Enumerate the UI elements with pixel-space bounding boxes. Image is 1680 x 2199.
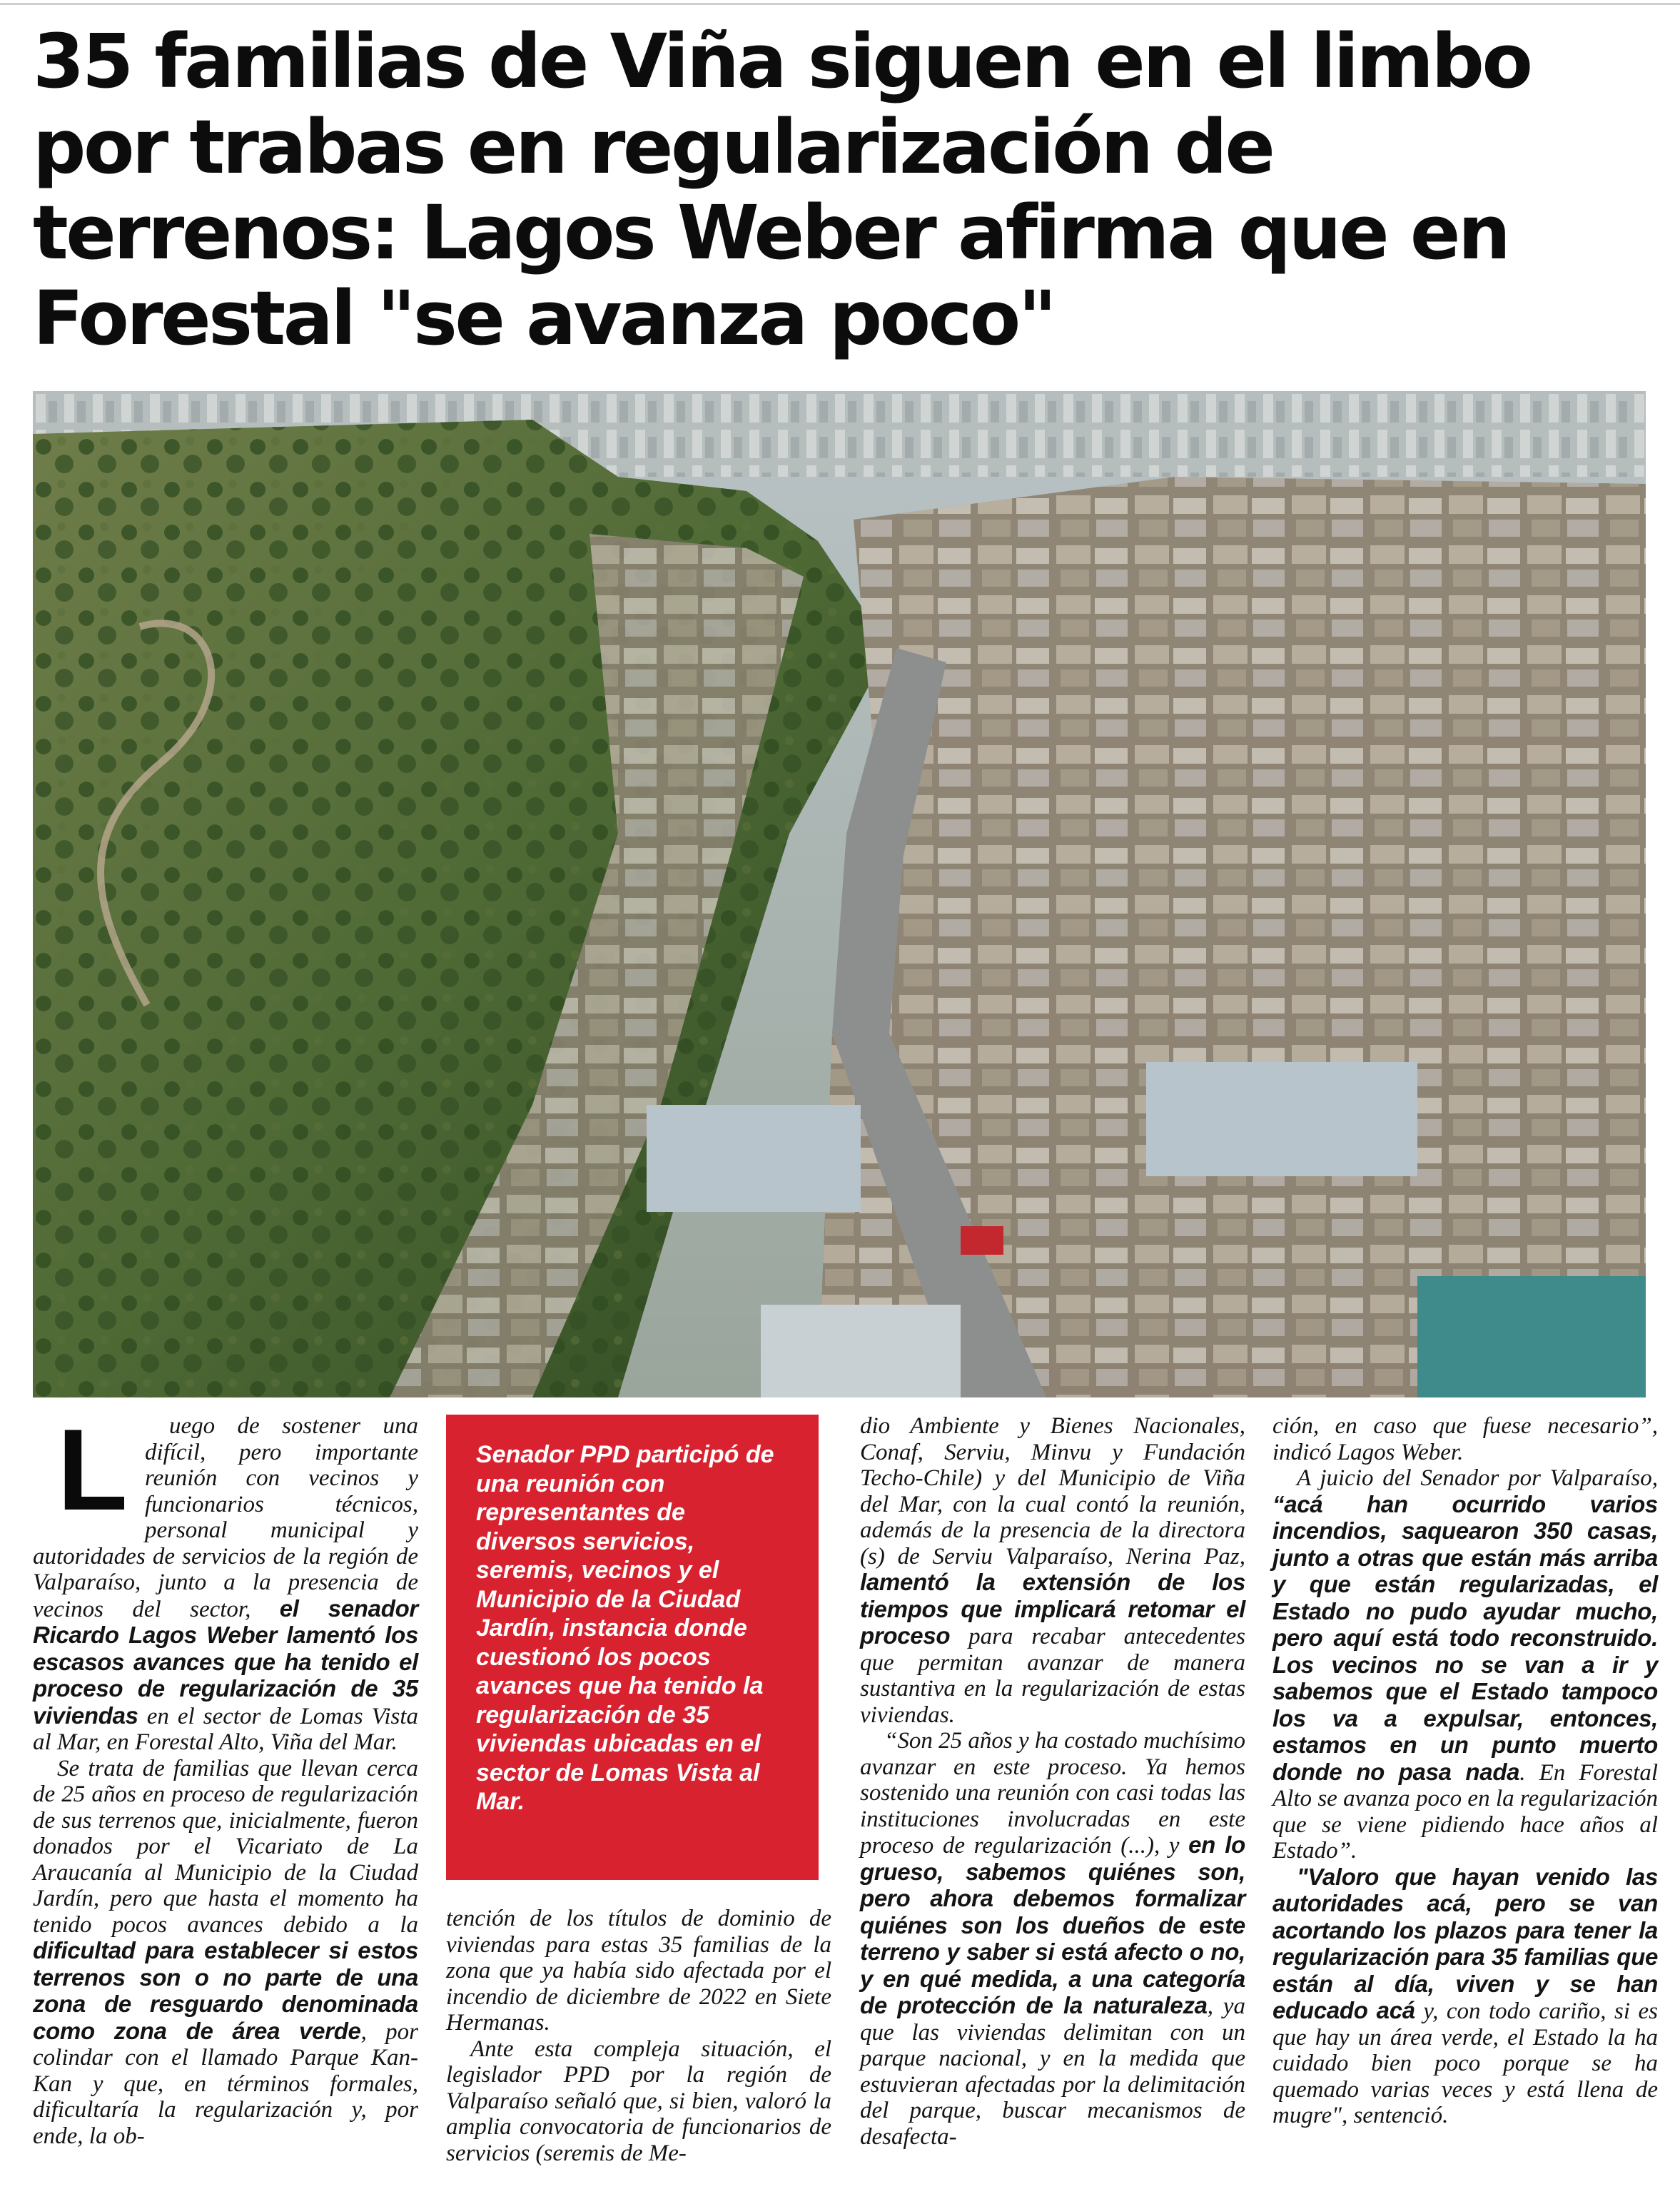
headline-line-3: terrenos: Lagos Weber afirma que en bbox=[33, 189, 1509, 276]
text-run: dio Ambiente y Bienes Nacionales, Conaf, Serviu, Minvu y Fundación Techo-Chile) y del Municipio de Viña del Mar, con la cual contó la reunión, además de la presencia de la directora (s) de Serviu Valparaíso, Nerina Paz, bbox=[860, 1413, 1245, 1569]
headline bbox=[33, 19, 1646, 361]
article-paragraph bbox=[33, 1405, 418, 1756]
article-paragraph bbox=[860, 1413, 1245, 1728]
article-paragraph bbox=[1272, 1465, 1658, 1864]
article-paragraph: tención de los títulos de dominio de viviendas para estas 35 familias de la zona que ya había sido afectada por el incendio de diciembre de 2022 en Siete Hermanas. bbox=[446, 1906, 831, 2036]
page-top-rule bbox=[0, 3, 1680, 5]
text-run: uego de sostener una difícil, pero importante reunión con vecinos y funcionarios técnicos, personal municipal y autoridades de servicios de la región de Valparaíso, junto a la presencia de vecinos del sector, bbox=[33, 1413, 418, 1622]
text-run: en el sector de Lomas Vista al Mar, en Forestal Alto, Viña del Mar. bbox=[33, 1703, 418, 1755]
article-paragraph bbox=[860, 1728, 1245, 2150]
headline-line-4: Forestal "se avanza poco" bbox=[33, 275, 1055, 362]
article-paragraph: Ante esta compleja situación, el legislador PPD por la región de Valparaíso señaló que, si bien, valoró la amplia convocatoria de funcionarios de servicios (seremis de Me- bbox=[446, 2036, 831, 2166]
article-paragraph bbox=[33, 1756, 418, 2150]
text-run: Se trata de familias que llevan cerca de 25 años en proceso de regularización de sus terrenos que, inicialmente, fueron donados por el Vicariato de La Araucanía al Municipio de la Ciudad Jardín, pero que hasta el momento ha tenido pocos avances debido a la bbox=[33, 1755, 418, 1938]
article-body bbox=[0, 1405, 1680, 2184]
headline-line-2: por trabas en regularización de bbox=[33, 103, 1273, 191]
text-run: , ya que las viviendas delimitan con un parque nacional, y en la medida que estuvieran afectadas por la delimitación del parque, buscar mecanismos de desafecta- bbox=[860, 1993, 1245, 2150]
bold-run: dificultad para establecer si estos terrenos son o no parte de una zona de resguardo denominada como zona de área verde bbox=[33, 1937, 418, 2044]
bold-run: lamentó la extensión de los tiempos que implicará retomar el proceso bbox=[860, 1569, 1245, 1649]
text-run: para recabar antecedentes que permitan avanzar de manera sustantiva en la regularización de estas viviendas. bbox=[860, 1624, 1245, 1728]
article-paragraph bbox=[1272, 1864, 1658, 2129]
article-column-3 bbox=[860, 1413, 1245, 2150]
dropcap: L bbox=[57, 1405, 128, 1535]
aerial-photo-illustration bbox=[33, 391, 1646, 1397]
text-run: “Son 25 años y ha costado muchísimo avanzar en este proceso. Ya hemos sostenido una reunión con casi todas las instituciones involucradas en este proceso de regularización (...), y bbox=[860, 1728, 1245, 1859]
article-paragraph: ción, en caso que fuese necesario”, indicó Lagos Weber. bbox=[1272, 1413, 1658, 1465]
bold-run: “acá han ocurrido varios incendios, saquearon 350 casas, junto a otras que están más arriba y que están regularizadas, el Estado no pudo ayudar mucho, pero aquí está todo reconstruido. Los vecinos no se van a ir y sabemos que el Estado tampoco los va a expulsar, entonces, estamos en un punto muerto donde no pasa nada bbox=[1272, 1490, 1658, 1785]
bold-run: el senador Ricardo Lagos Weber lamentó los escasos avances que ha tenido el proceso de regularización de 35 viviendas bbox=[33, 1594, 418, 1729]
bold-run: en lo grueso, sabemos quiénes son, pero ahora debemos formalizar quiénes son los dueños de este terreno y saber si está afecto o no, y en qué medida, a una categoría de protección de la naturaleza bbox=[860, 1831, 1245, 2018]
text-run: , por colindar con el llamado Parque Kan-Kan y que, en términos formales, dificultaría la regularización y, por ende, la ob- bbox=[33, 2018, 418, 2149]
text-run: A juicio del Senador por Valparaíso, bbox=[1297, 1465, 1658, 1491]
bold-run: "Valoro que hayan venido las autoridades acá, pero se van acortando los plazos para tener la regularización para 35 familias que están al día, viven y se han educado acá bbox=[1272, 1863, 1658, 2023]
article-column-4 bbox=[1272, 1413, 1658, 2129]
text-run: y, con todo cariño, si es que hay un área verde, el Estado la ha cuidado bien poco porque se ha quemado varias veces y está llena de mugre", sentenció. bbox=[1272, 1998, 1658, 2128]
article-column-1 bbox=[33, 1405, 418, 2149]
headline-line-1: 35 familias de Viña siguen en el limbo bbox=[33, 18, 1531, 105]
article-column-2 bbox=[446, 1906, 831, 2166]
text-run: . En Forestal Alto se avanza poco en la regularización que se viene pidiendo hace años al Estado”. bbox=[1272, 1759, 1658, 1864]
aerial-photo bbox=[33, 391, 1646, 1397]
pull-quote-text: Senador PPD participó de una reunión con representantes de diversos servicios, seremis, vecinos y el Municipio de la Ciudad Jardín, instancia donde cuestionó los pocos avances que ha tenido la regularización de 35 viviendas ubicadas en el sector de Lomas Vista al Mar. bbox=[476, 1441, 774, 1815]
